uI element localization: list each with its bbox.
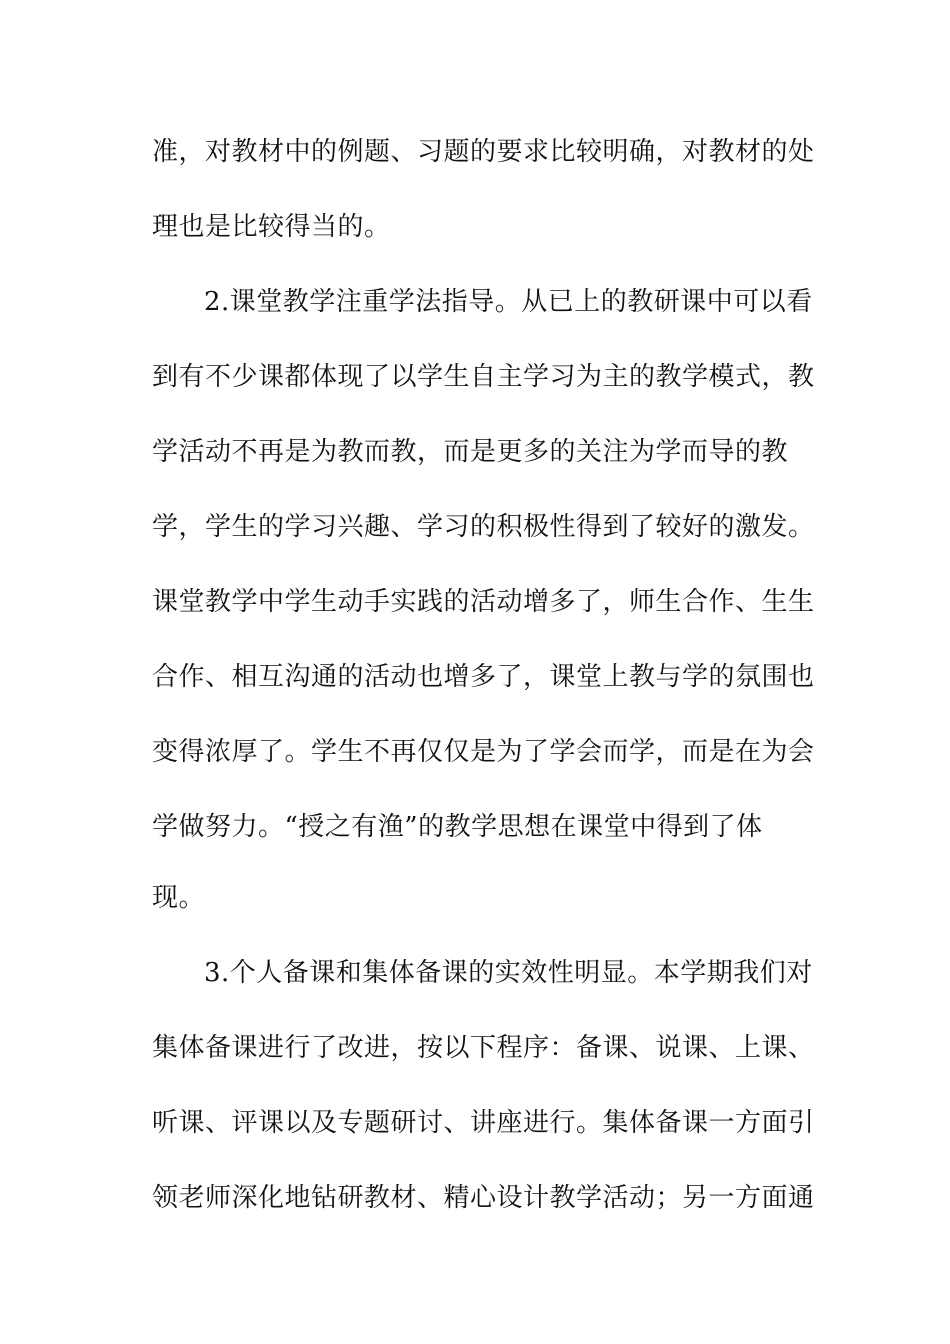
text-line: 准，对教材中的例题、习题的要求比较明确，对教材的处	[152, 137, 815, 167]
text-line: 领老师深化地钻研教材、精心设计教学活动；另一方面通	[152, 1183, 815, 1213]
text-line: 现。	[152, 883, 206, 913]
text-line: 集体备课进行了改进，按以下程序：备课、说课、上课、	[152, 1033, 815, 1063]
text-line: 到有不少课都体现了以学生自主学习为主的教学模式，教	[152, 362, 815, 392]
text-line: 学，学生的学习兴趣、学习的积极性得到了较好的激发。	[152, 512, 815, 542]
paragraph-start-line: 2.课堂教学注重学法指导。从已上的教研课中可以看	[204, 287, 813, 317]
text-line: 听课、评课以及专题研讨、讲座进行。集体备课一方面引	[152, 1108, 815, 1138]
text-line: 合作、相互沟通的活动也增多了，课堂上教与学的氛围也	[152, 662, 815, 692]
text-line: 课堂教学中学生动手实践的活动增多了，师生合作、生生	[152, 587, 815, 617]
text-line: 理也是比较得当的。	[152, 212, 391, 242]
text-line: 学做努力。“授之有渔”的教学思想在课堂中得到了体	[152, 812, 763, 842]
text-line: 变得浓厚了。学生不再仅仅是为了学会而学，而是在为会	[152, 737, 815, 767]
paragraph-start-line: 3.个人备课和集体备课的实效性明显。本学期我们对	[204, 958, 813, 988]
text-line: 学活动不再是为教而教，而是更多的关注为学而导的教	[152, 437, 789, 467]
